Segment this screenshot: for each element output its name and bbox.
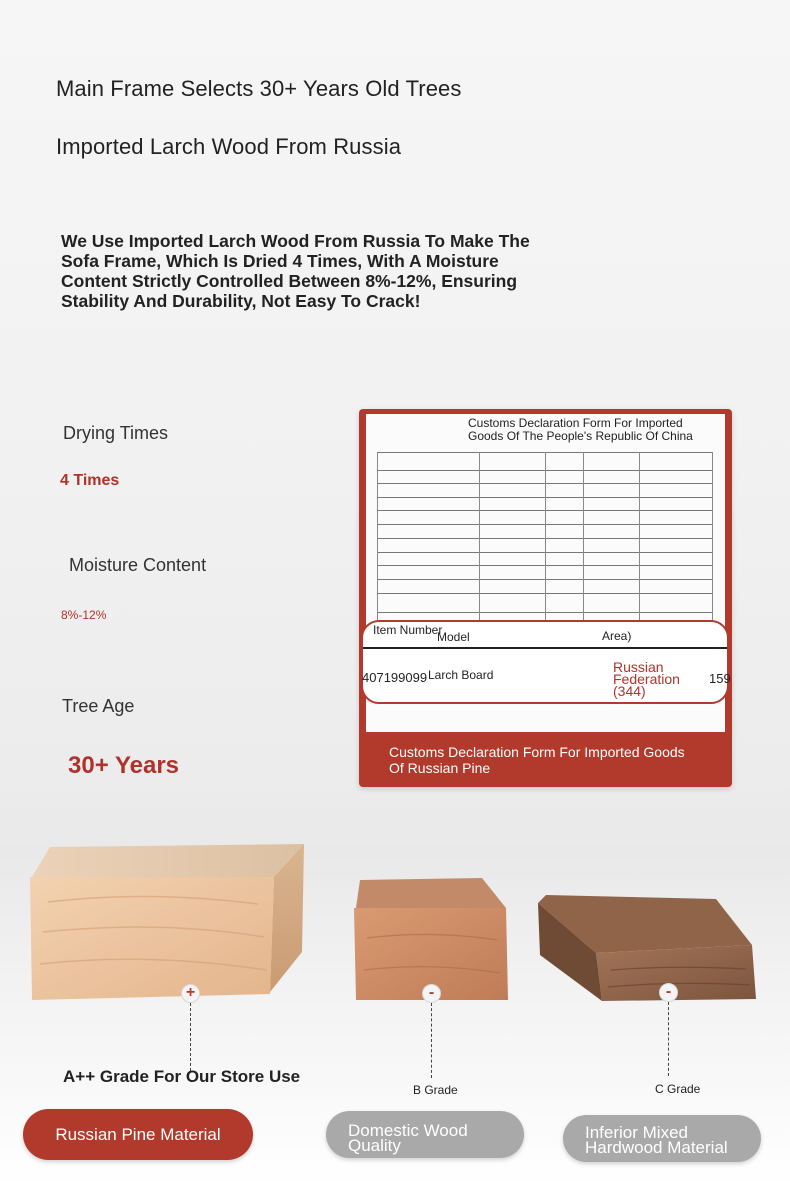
spec-value-drying-times: 4 Times xyxy=(60,472,120,489)
wood-block-hardwood-image xyxy=(536,895,758,1003)
spec-value-tree-age: 30+ Years xyxy=(68,752,180,779)
wood-block-pine-image xyxy=(28,842,306,1002)
material-pill-domestic-wood: Domestic Wood Quality xyxy=(326,1111,524,1158)
heading-imported-larch: Imported Larch Wood From Russia xyxy=(56,134,402,159)
heading-frame-trees: Main Frame Selects 30+ Years Old Trees xyxy=(56,76,462,101)
item-number-label: Item Number xyxy=(373,623,443,637)
minus-badge-icon: - xyxy=(659,983,678,1002)
plus-badge-icon: + xyxy=(181,984,200,1003)
material-pill-russian-pine: Russian Pine Material xyxy=(23,1109,253,1160)
product-name: Larch Board xyxy=(428,668,494,682)
dashed-connector xyxy=(431,1003,432,1078)
spec-label-moisture-content: Moisture Content xyxy=(69,555,207,575)
country-of-origin: Russian Federation (344) xyxy=(613,659,680,699)
dashed-connector xyxy=(668,1002,669,1076)
grade-label-c: C Grade xyxy=(655,1082,701,1096)
customs-form-caption: Customs Declaration Form For Imported Goods Of Russian Pine xyxy=(389,744,685,776)
item-code: 407199099 xyxy=(362,670,428,685)
intro-paragraph: We Use Imported Larch Wood From Russia To Make The Sofa Frame, Which Is Dried 4 Times, With A Moisture Content Strictly Controlled Between 8%-12%, Ensuring Stability And Durability, Not Easy To Crack! xyxy=(61,231,530,311)
area-label: Area) xyxy=(602,629,632,643)
spec-label-tree-age: Tree Age xyxy=(62,696,135,716)
spec-value-moisture-content: 8%-12% xyxy=(61,608,107,622)
customs-form-grid xyxy=(377,452,713,630)
dashed-connector xyxy=(190,1003,191,1071)
model-label: Model xyxy=(437,630,470,644)
customs-form-title: Customs Declaration Form For Imported Goods Of The People's Republic Of China xyxy=(468,416,693,443)
grade-label-a: A++ Grade For Our Store Use xyxy=(63,1067,301,1086)
partial-number: 159 xyxy=(709,671,731,686)
material-pill-mixed-hardwood: Inferior Mixed Hardwood Material xyxy=(563,1115,761,1162)
highlight-divider xyxy=(363,647,727,649)
grade-label-b: B Grade xyxy=(413,1083,458,1097)
minus-badge-icon: - xyxy=(422,984,441,1003)
spec-label-drying-times: Drying Times xyxy=(63,423,169,443)
